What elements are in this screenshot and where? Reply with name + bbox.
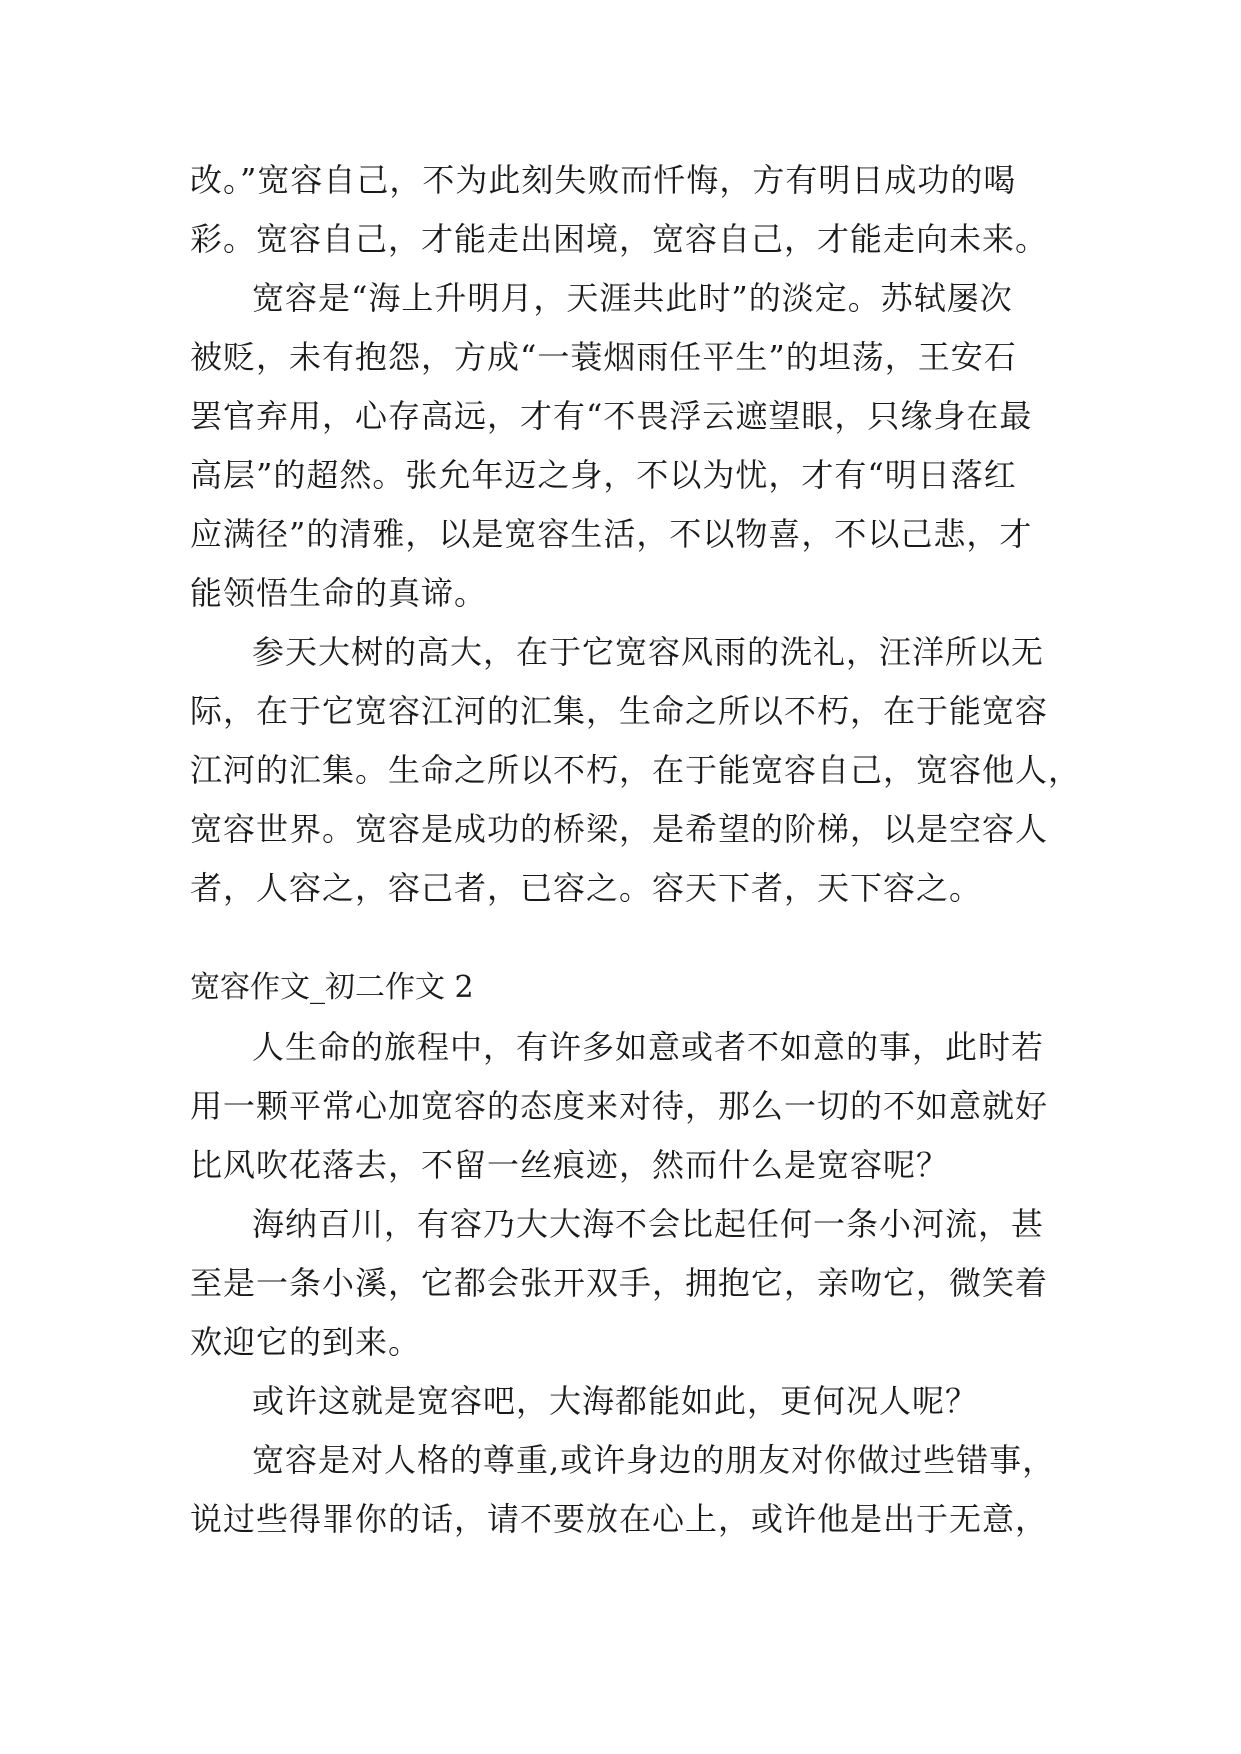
- paragraph-start-line: 宽容是“海上升明月，天涯共此时”的淡定。苏轼屡次: [252, 279, 1013, 317]
- paragraph-start-line: 海纳百川，有容乃大大海不会比起任何一条小河流，甚: [252, 1205, 1045, 1243]
- text-line: 者，人容之，容己者，已容之。容天下者，天下容之。: [190, 869, 983, 907]
- text-line: 用一颗平常心加宽容的态度来对待，那么一切的不如意就好: [190, 1087, 1049, 1125]
- text-line: 至是一条小溪，它都会张开双手，拥抱它，亲吻它，微笑着: [190, 1264, 1049, 1302]
- paragraph-start-line: 参天大树的高大，在于它宽容风雨的洗礼，汪洋所以无: [252, 633, 1045, 671]
- text-line: 高层”的超然。张允年迈之身，不以为忧，才有“明日落红: [190, 456, 1017, 494]
- text-line: 能领悟生命的真谛。: [190, 574, 488, 612]
- text-line: 宽容世界。宽容是成功的桥梁，是希望的阶梯，以是空容人: [190, 810, 1049, 848]
- text-line: 江河的汇集。生命之所以不朽，在于能宽容自己，宽容他人，: [190, 751, 1082, 789]
- section-heading: 宽容作文_初二作文 2: [190, 970, 474, 1005]
- text-line: 欢迎它的到来。: [190, 1323, 422, 1361]
- text-line: 罢官弃用，心存高远，才有“不畏浮云遮望眼，只缘身在最: [190, 397, 1033, 435]
- paragraph-start-line: 宽容是对人格的尊重,或许身边的朋友对你做过些错事，: [252, 1441, 1056, 1479]
- text-line: 被贬，未有抱怨，方成“一蓑烟雨任平生”的坦荡，王安石: [190, 338, 1017, 376]
- text-line: 说过些得罪你的话，请不要放在心上，或许他是出于无意，: [190, 1500, 1049, 1538]
- text-line: 彩。宽容自己，才能走出困境，宽容自己，才能走向未来。: [190, 220, 1049, 258]
- paragraph-start-line: 或许这就是宽容吧，大海都能如此，更何况人呢？: [252, 1382, 979, 1420]
- document-body: [190, 0, 1082, 1754]
- paragraph-start-line: 人生命的旅程中，有许多如意或者不如意的事，此时若: [252, 1028, 1045, 1066]
- text-line: 改。”宽容自己，不为此刻失败而忏悔，方有明日成功的喝: [190, 161, 1017, 199]
- text-line: 比风吹花落去，不留一丝痕迹，然而什么是宽容呢？: [190, 1146, 950, 1184]
- text-line: 应满径”的清雅，以是宽容生活，不以物喜，不以己悲，才: [190, 515, 1033, 553]
- text-line: 际，在于它宽容江河的汇集，生命之所以不朽，在于能宽容: [190, 692, 1049, 730]
